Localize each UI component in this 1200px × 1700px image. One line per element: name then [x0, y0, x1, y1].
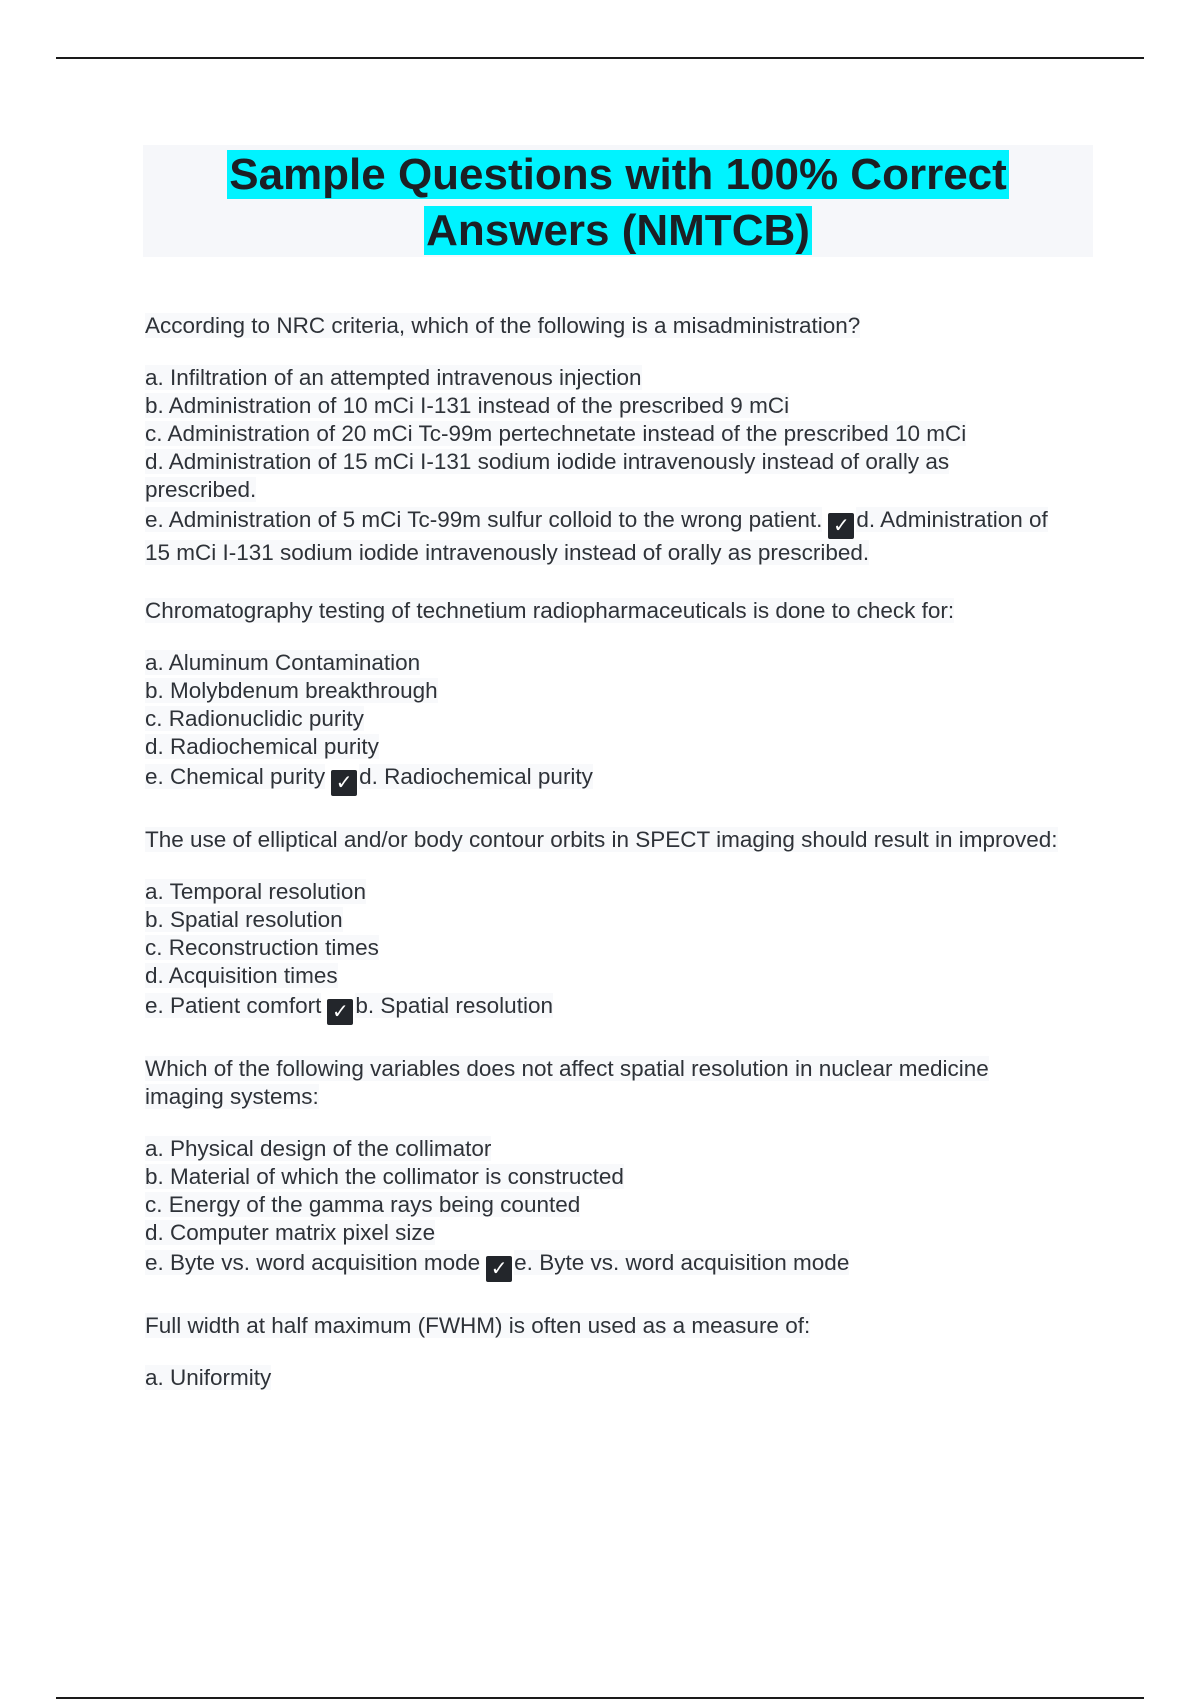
option-a: a. Uniformity [145, 1365, 272, 1390]
check-icon: ✓ [828, 513, 854, 539]
option-a: a. Infiltration of an attempted intravenous injection [145, 365, 642, 390]
question-2 [145, 597, 1065, 796]
option-b: b. Material of which the collimator is constructed [145, 1164, 624, 1189]
question-4 [145, 1055, 1065, 1282]
option-a: a. Physical design of the collimator [145, 1136, 492, 1161]
option-d: d. Acquisition times [145, 963, 338, 988]
option-e: e. Administration of 5 mCi Tc-99m sulfur colloid to the wrong patient. [145, 507, 823, 532]
option-d: d. Administration of 15 mCi I-131 sodium iodide intravenously instead of orally as prescribed. [145, 449, 950, 502]
option-e-with-answer [145, 1249, 1065, 1282]
option-b: b. Spatial resolution [145, 907, 343, 932]
options [145, 878, 1065, 1025]
options [145, 649, 1065, 796]
option-d: d. Computer matrix pixel size [145, 1220, 436, 1245]
option-e-with-answer [145, 992, 1065, 1025]
question-list [145, 312, 1065, 1422]
option-c: c. Administration of 20 mCi Tc-99m pertechnetate instead of the prescribed 10 mCi [145, 421, 967, 446]
option-c: c. Reconstruction times [145, 935, 379, 960]
correct-answer: d. Administration of 15 mCi I-131 sodium iodide intravenously instead of orally as prescribed. [145, 507, 1048, 565]
question-1 [145, 312, 1065, 567]
options [145, 364, 1065, 567]
question-3 [145, 826, 1065, 1025]
check-icon: ✓ [331, 770, 357, 796]
options [145, 1364, 1065, 1392]
page-title [143, 145, 1093, 259]
option-c: c. Radionuclidic purity [145, 706, 364, 731]
option-e-with-answer [145, 763, 1065, 796]
title-line-1: Sample Questions with 100% Correct [229, 150, 1007, 199]
check-icon: ✓ [486, 1256, 512, 1282]
title-box [143, 145, 1093, 257]
question-5 [145, 1312, 1065, 1392]
option-a: a. Aluminum Contamination [145, 650, 421, 675]
option-b: b. Molybdenum breakthrough [145, 678, 438, 703]
check-icon: ✓ [327, 999, 353, 1025]
option-e: e. Chemical purity [145, 764, 326, 789]
question-stem: Which of the following variables does not affect spatial resolution in nuclear medicine imaging systems: [145, 1056, 989, 1109]
bottom-rule [56, 1697, 1144, 1699]
question-stem: According to NRC criteria, which of the following is a misadministration? [145, 313, 861, 338]
option-d: d. Radiochemical purity [145, 734, 379, 759]
top-rule [56, 57, 1144, 59]
question-stem: Chromatography testing of technetium radiopharmaceuticals is done to check for: [145, 598, 955, 623]
correct-answer: d. Radiochemical purity [359, 764, 593, 789]
title-line-2: Answers (NMTCB) [426, 206, 810, 255]
option-c: c. Energy of the gamma rays being counted [145, 1192, 581, 1217]
question-stem: The use of elliptical and/or body contour orbits in SPECT imaging should result in improved: [145, 827, 1058, 852]
correct-answer: b. Spatial resolution [355, 993, 553, 1018]
option-a: a. Temporal resolution [145, 879, 366, 904]
option-e: e. Byte vs. word acquisition mode [145, 1250, 481, 1275]
correct-answer: e. Byte vs. word acquisition mode [514, 1250, 850, 1275]
options [145, 1135, 1065, 1282]
option-e: e. Patient comfort [145, 993, 322, 1018]
option-e-with-answer [145, 506, 1065, 567]
option-b: b. Administration of 10 mCi I-131 instead of the prescribed 9 mCi [145, 393, 790, 418]
question-stem: Full width at half maximum (FWHM) is often used as a measure of: [145, 1313, 811, 1338]
